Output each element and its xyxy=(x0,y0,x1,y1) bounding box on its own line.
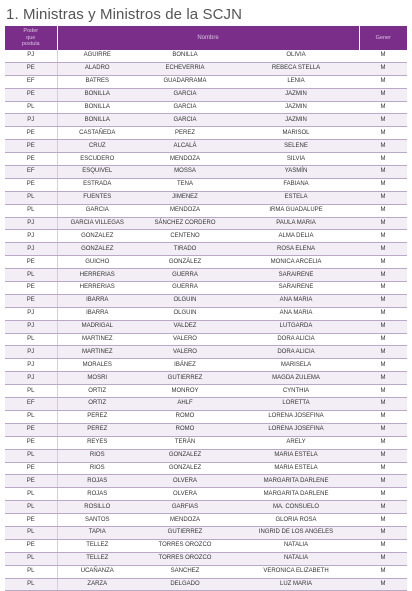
cell-nombre: MARIA ESTELA xyxy=(233,449,359,462)
cell-poder: PJ xyxy=(5,307,57,320)
table-row xyxy=(5,539,407,552)
cell-poder: PE xyxy=(5,294,57,307)
cell-apellido-paterno: ALADRO xyxy=(57,62,137,75)
table-row xyxy=(5,385,407,398)
cell-genero: M xyxy=(359,514,407,527)
cell-apellido-paterno: BATRES xyxy=(57,75,137,88)
cell-apellido-paterno: MORALES xyxy=(57,359,137,372)
cell-nombre: NATALIA xyxy=(233,539,359,552)
cell-apellido-materno: TIRADO xyxy=(137,243,233,256)
cell-poder: PE xyxy=(5,423,57,436)
cell-poder: PL xyxy=(5,449,57,462)
cell-poder: PJ xyxy=(5,320,57,333)
table-row xyxy=(5,294,407,307)
cell-nombre: OLIVIA xyxy=(233,50,359,62)
cell-apellido-materno: GARCIA xyxy=(137,88,233,101)
cell-apellido-materno: SÁNCHEZ CORDERO xyxy=(137,217,233,230)
cell-genero: M xyxy=(359,423,407,436)
cell-poder: PJ xyxy=(5,346,57,359)
cell-genero: M xyxy=(359,501,407,514)
table-row xyxy=(5,127,407,140)
table-row xyxy=(5,140,407,153)
table-row xyxy=(5,166,407,179)
cell-apellido-materno: ROMO xyxy=(137,423,233,436)
cell-nombre: DORA ALICIA xyxy=(233,333,359,346)
cell-nombre: CYNTHIA xyxy=(233,385,359,398)
cell-apellido-paterno: MARTINEZ xyxy=(57,333,137,346)
table-row xyxy=(5,153,407,166)
page-title: 1. Ministras y Ministros de la SCJN xyxy=(6,6,243,23)
cell-apellido-paterno: ORTIZ xyxy=(57,385,137,398)
cell-poder: EF xyxy=(5,75,57,88)
cell-nombre: IRMA GUADALUPE xyxy=(233,204,359,217)
cell-nombre: FABIANA xyxy=(233,178,359,191)
table-row xyxy=(5,398,407,411)
cell-apellido-paterno: REYES xyxy=(57,436,137,449)
cell-nombre: NATALIA xyxy=(233,552,359,565)
cell-poder: PL xyxy=(5,552,57,565)
cell-poder: PJ xyxy=(5,50,57,62)
cell-apellido-materno: ECHEVERRIA xyxy=(137,62,233,75)
cell-apellido-paterno: CRUZ xyxy=(57,140,137,153)
cell-genero: M xyxy=(359,114,407,127)
cell-apellido-materno: VALERO xyxy=(137,346,233,359)
cell-genero: M xyxy=(359,475,407,488)
cell-nombre: JAZMIN xyxy=(233,88,359,101)
cell-apellido-materno: GUERRA xyxy=(137,269,233,282)
cell-nombre: LORENA JOSEFINA xyxy=(233,423,359,436)
header-nombre-label: Nombre xyxy=(197,35,219,41)
cell-apellido-paterno: UCAÑANZA xyxy=(57,565,137,578)
table-row xyxy=(5,269,407,282)
cell-nombre: SILVIA xyxy=(233,153,359,166)
cell-nombre: ALMA DELIA xyxy=(233,230,359,243)
cell-genero: M xyxy=(359,359,407,372)
cell-apellido-materno: DELGADO xyxy=(137,578,233,591)
cell-nombre: JAZMIN xyxy=(233,114,359,127)
cell-apellido-paterno: ESQUIVEL xyxy=(57,166,137,179)
cell-genero: M xyxy=(359,333,407,346)
table-row xyxy=(5,488,407,501)
cell-apellido-materno: OLVERA xyxy=(137,475,233,488)
cell-nombre: MARISOL xyxy=(233,127,359,140)
cell-apellido-paterno: CASTAÑEDA xyxy=(57,127,137,140)
cell-nombre: VERONICA ELIZABETH xyxy=(233,565,359,578)
cell-poder: PL xyxy=(5,385,57,398)
cell-poder: PE xyxy=(5,256,57,269)
cell-apellido-materno: IBÁNEZ xyxy=(137,359,233,372)
table-row xyxy=(5,75,407,88)
cell-poder: PL xyxy=(5,488,57,501)
cell-apellido-paterno: IBARRA xyxy=(57,307,137,320)
cell-apellido-paterno: MARTINEZ xyxy=(57,346,137,359)
cell-nombre: MA. CONSUELO xyxy=(233,501,359,514)
table-row xyxy=(5,88,407,101)
header-poder xyxy=(5,26,57,50)
cell-poder: PL xyxy=(5,578,57,591)
header-nombre xyxy=(57,26,359,50)
cell-genero: M xyxy=(359,256,407,269)
table-row xyxy=(5,50,407,62)
cell-nombre: MARGARITA DARLENE xyxy=(233,475,359,488)
cell-genero: M xyxy=(359,372,407,385)
table-row xyxy=(5,501,407,514)
cell-apellido-paterno: SANTOS xyxy=(57,514,137,527)
table-row xyxy=(5,230,407,243)
table-row xyxy=(5,320,407,333)
cell-poder: PE xyxy=(5,539,57,552)
cell-genero: M xyxy=(359,410,407,423)
cell-genero: M xyxy=(359,346,407,359)
cell-genero: M xyxy=(359,166,407,179)
cell-apellido-materno: OLGUIN xyxy=(137,307,233,320)
cell-apellido-paterno: ZARZA xyxy=(57,578,137,591)
cell-genero: M xyxy=(359,217,407,230)
cell-genero: M xyxy=(359,398,407,411)
cell-apellido-materno: PEREZ xyxy=(137,127,233,140)
cell-genero: M xyxy=(359,230,407,243)
cell-apellido-paterno: IBARRA xyxy=(57,294,137,307)
cell-nombre: LUTGARDA xyxy=(233,320,359,333)
cell-poder: PE xyxy=(5,462,57,475)
cell-nombre: LORENA JOSEFINA xyxy=(233,410,359,423)
cell-apellido-paterno: HERRERIAS xyxy=(57,269,137,282)
table-row xyxy=(5,475,407,488)
cell-apellido-materno: TERÁN xyxy=(137,436,233,449)
cell-apellido-materno: MENDOZA xyxy=(137,514,233,527)
cell-genero: M xyxy=(359,101,407,114)
cell-apellido-materno: GARFIAS xyxy=(137,501,233,514)
cell-poder: PE xyxy=(5,282,57,295)
cell-nombre: LORETTA xyxy=(233,398,359,411)
cell-apellido-paterno: TELLEZ xyxy=(57,539,137,552)
table-row xyxy=(5,333,407,346)
table-row xyxy=(5,217,407,230)
cell-poder: PL xyxy=(5,410,57,423)
cell-poder: PJ xyxy=(5,217,57,230)
cell-genero: M xyxy=(359,488,407,501)
cell-poder: PL xyxy=(5,526,57,539)
cell-poder: PE xyxy=(5,178,57,191)
cell-apellido-materno: GONZALEZ xyxy=(137,449,233,462)
cell-nombre: DORA ALICIA xyxy=(233,346,359,359)
cell-poder: PL xyxy=(5,191,57,204)
table-row xyxy=(5,423,407,436)
table-row xyxy=(5,565,407,578)
cell-poder: PJ xyxy=(5,243,57,256)
cell-genero: M xyxy=(359,204,407,217)
cell-apellido-materno: GONZÁLEZ xyxy=(137,256,233,269)
table-row xyxy=(5,359,407,372)
cell-poder: PE xyxy=(5,153,57,166)
cell-nombre: SELENE xyxy=(233,140,359,153)
table-row xyxy=(5,282,407,295)
table-header-row xyxy=(5,26,407,50)
cell-apellido-paterno: BONILLA xyxy=(57,88,137,101)
cell-poder: PL xyxy=(5,204,57,217)
cell-apellido-materno: GUADARRAMA xyxy=(137,75,233,88)
cell-genero: M xyxy=(359,320,407,333)
cell-apellido-paterno: ORTIZ xyxy=(57,398,137,411)
cell-nombre: LENIA xyxy=(233,75,359,88)
cell-nombre: MARISELA xyxy=(233,359,359,372)
cell-nombre: ANA MARIA xyxy=(233,294,359,307)
cell-nombre: ROSA ELENA xyxy=(233,243,359,256)
cell-poder: PJ xyxy=(5,359,57,372)
cell-apellido-paterno: GARCIA xyxy=(57,204,137,217)
cell-genero: M xyxy=(359,552,407,565)
cell-apellido-paterno: ROJAS xyxy=(57,488,137,501)
cell-genero: M xyxy=(359,75,407,88)
cell-apellido-paterno: GARCIA VILLEGAS xyxy=(57,217,137,230)
table-row xyxy=(5,62,407,75)
header-poder-line3: postula xyxy=(21,41,40,48)
cell-poder: PE xyxy=(5,436,57,449)
cell-poder: PL xyxy=(5,333,57,346)
cell-apellido-paterno: PEREZ xyxy=(57,423,137,436)
cell-poder: PL xyxy=(5,269,57,282)
cell-genero: M xyxy=(359,191,407,204)
table-row xyxy=(5,101,407,114)
cell-nombre: MAGDA ZULEMA xyxy=(233,372,359,385)
table-row xyxy=(5,191,407,204)
cell-apellido-materno: ALCALÁ xyxy=(137,140,233,153)
cell-genero: M xyxy=(359,243,407,256)
table-row xyxy=(5,410,407,423)
cell-genero: M xyxy=(359,449,407,462)
cell-poder: PE xyxy=(5,127,57,140)
table-row xyxy=(5,346,407,359)
cell-apellido-paterno: AGUIRRE xyxy=(57,50,137,62)
cell-apellido-materno: GUTIERREZ xyxy=(137,372,233,385)
cell-apellido-materno: SANCHEZ xyxy=(137,565,233,578)
table-body xyxy=(5,50,407,591)
cell-nombre: INGRID DE LOS ANGELES xyxy=(233,526,359,539)
cell-apellido-paterno: MADRIGAL xyxy=(57,320,137,333)
table-row xyxy=(5,372,407,385)
cell-nombre: ESTELA xyxy=(233,191,359,204)
cell-apellido-materno: GONZALEZ xyxy=(137,462,233,475)
cell-nombre: GLORIA ROSA xyxy=(233,514,359,527)
cell-genero: M xyxy=(359,539,407,552)
cell-genero: M xyxy=(359,307,407,320)
cell-apellido-materno: GUERRA xyxy=(137,282,233,295)
table-row xyxy=(5,436,407,449)
cell-apellido-materno: OLVERA xyxy=(137,488,233,501)
table-row xyxy=(5,307,407,320)
cell-poder: PJ xyxy=(5,114,57,127)
cell-genero: M xyxy=(359,140,407,153)
header-poder-line2: que xyxy=(26,34,36,41)
cell-nombre: MARIA ESTELA xyxy=(233,462,359,475)
cell-apellido-materno: MOSSA xyxy=(137,166,233,179)
table-row xyxy=(5,449,407,462)
cell-apellido-materno: MONROY xyxy=(137,385,233,398)
cell-apellido-materno: MENDOZA xyxy=(137,204,233,217)
cell-nombre: MONICA ARCELIA xyxy=(233,256,359,269)
cell-genero: M xyxy=(359,578,407,591)
table-row xyxy=(5,578,407,591)
cell-genero: M xyxy=(359,282,407,295)
table-row xyxy=(5,243,407,256)
cell-poder: EF xyxy=(5,398,57,411)
cell-apellido-materno: MENDOZA xyxy=(137,153,233,166)
cell-apellido-paterno: RIOS xyxy=(57,462,137,475)
cell-apellido-materno: TORRES OROZCO xyxy=(137,552,233,565)
cell-apellido-materno: BONILLA xyxy=(137,50,233,62)
cell-apellido-paterno: FUENTES xyxy=(57,191,137,204)
header-genero: Gener xyxy=(359,26,407,50)
cell-poder: PJ xyxy=(5,230,57,243)
cell-apellido-paterno: BONILLA xyxy=(57,101,137,114)
cell-genero: M xyxy=(359,436,407,449)
cell-apellido-materno: VALERO xyxy=(137,333,233,346)
cell-apellido-paterno: BONILLA xyxy=(57,114,137,127)
cell-genero: M xyxy=(359,62,407,75)
cell-apellido-materno: GARCIA xyxy=(137,101,233,114)
cell-apellido-materno: OLGUIN xyxy=(137,294,233,307)
cell-genero: M xyxy=(359,127,407,140)
cell-nombre: ANA MARIA xyxy=(233,307,359,320)
cell-apellido-materno: JIMENEZ xyxy=(137,191,233,204)
cell-poder: PL xyxy=(5,565,57,578)
cell-genero: M xyxy=(359,269,407,282)
cell-genero: M xyxy=(359,88,407,101)
cell-poder: PE xyxy=(5,514,57,527)
cell-nombre: JAZMIN xyxy=(233,101,359,114)
table-row xyxy=(5,204,407,217)
cell-nombre: ARELY xyxy=(233,436,359,449)
cell-apellido-paterno: TAPIA xyxy=(57,526,137,539)
cell-apellido-paterno: ROJAS xyxy=(57,475,137,488)
cell-poder: PE xyxy=(5,62,57,75)
cell-apellido-paterno: HERRERIAS xyxy=(57,282,137,295)
table-row xyxy=(5,178,407,191)
cell-nombre: PAULA MARIA xyxy=(233,217,359,230)
cell-poder: PJ xyxy=(5,372,57,385)
cell-apellido-paterno: GUICHO xyxy=(57,256,137,269)
cell-poder: EF xyxy=(5,166,57,179)
cell-apellido-paterno: ROSILLO xyxy=(57,501,137,514)
ministers-table xyxy=(5,26,407,591)
cell-apellido-materno: VALDEZ xyxy=(137,320,233,333)
table-row xyxy=(5,114,407,127)
cell-nombre: REBECA STELLA xyxy=(233,62,359,75)
header-poder-line1: Poder xyxy=(23,28,39,35)
cell-poder: PE xyxy=(5,88,57,101)
cell-apellido-paterno: ESTRADA xyxy=(57,178,137,191)
cell-apellido-materno: TORRES OROZCO xyxy=(137,539,233,552)
cell-genero: M xyxy=(359,462,407,475)
table-row xyxy=(5,462,407,475)
cell-poder: PE xyxy=(5,475,57,488)
cell-apellido-materno: AHLF xyxy=(137,398,233,411)
table-row xyxy=(5,256,407,269)
cell-genero: M xyxy=(359,50,407,62)
cell-apellido-materno: CENTENO xyxy=(137,230,233,243)
cell-genero: M xyxy=(359,385,407,398)
cell-genero: M xyxy=(359,178,407,191)
cell-nombre: SARAIRENE xyxy=(233,269,359,282)
cell-poder: PL xyxy=(5,501,57,514)
cell-nombre: YASMÍN xyxy=(233,166,359,179)
cell-apellido-paterno: TELLEZ xyxy=(57,552,137,565)
cell-poder: PL xyxy=(5,101,57,114)
table-row xyxy=(5,552,407,565)
cell-apellido-paterno: ESCUDERO xyxy=(57,153,137,166)
cell-apellido-paterno: GONZALEZ xyxy=(57,230,137,243)
cell-apellido-materno: GUTIERREZ xyxy=(137,526,233,539)
cell-genero: M xyxy=(359,153,407,166)
cell-apellido-materno: ROMO xyxy=(137,410,233,423)
cell-apellido-paterno: MOSRI xyxy=(57,372,137,385)
cell-nombre: SARAIRENE xyxy=(233,282,359,295)
cell-apellido-materno: GARCIA xyxy=(137,114,233,127)
cell-apellido-paterno: PEREZ xyxy=(57,410,137,423)
cell-poder: PE xyxy=(5,140,57,153)
table-row xyxy=(5,526,407,539)
cell-apellido-paterno: RIOS xyxy=(57,449,137,462)
cell-genero: M xyxy=(359,526,407,539)
cell-nombre: LUZ MARIA xyxy=(233,578,359,591)
cell-nombre: MARGARITA DARLENE xyxy=(233,488,359,501)
cell-genero: M xyxy=(359,565,407,578)
cell-genero: M xyxy=(359,294,407,307)
cell-apellido-materno: TENA xyxy=(137,178,233,191)
cell-apellido-paterno: GONZALEZ xyxy=(57,243,137,256)
